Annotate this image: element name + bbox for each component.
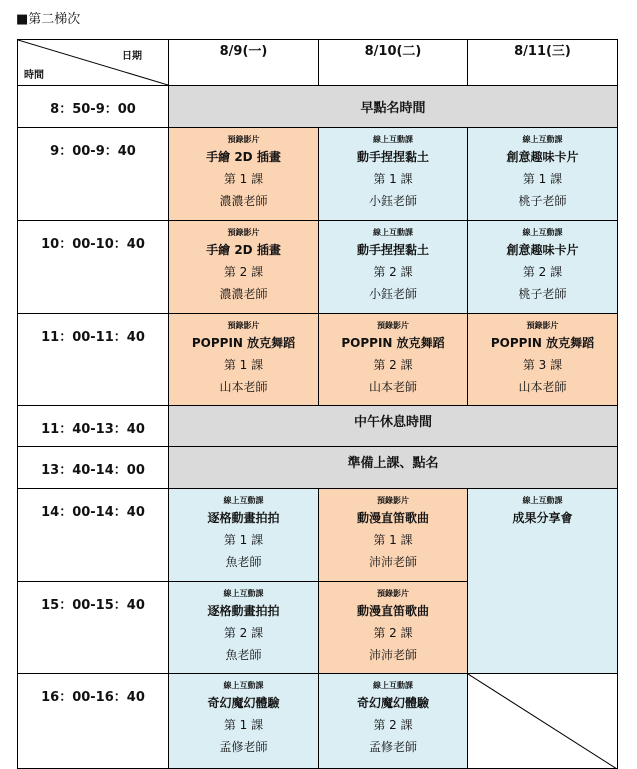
- class-title: 奇幻魔幻體驗: [207, 696, 280, 710]
- schedule-row: [18, 674, 618, 769]
- class-title: 手繪 2D 插畫: [206, 150, 281, 164]
- teacher-name: 小鈺老師: [368, 194, 417, 208]
- lesson-number: 第 1 課: [223, 172, 264, 186]
- lesson-number: 第 1 課: [223, 533, 264, 547]
- schedule-row: [18, 406, 618, 447]
- corner-header-cell: [18, 40, 169, 86]
- schedule-row: [18, 128, 618, 221]
- time-cell: 9：00-9：40: [18, 128, 169, 221]
- class-type-tag: 線上互動課: [522, 135, 563, 144]
- teacher-name: 山本老師: [368, 380, 417, 394]
- class-cell: [169, 128, 319, 221]
- class-title: 手繪 2D 插畫: [206, 243, 281, 257]
- time-label: 時間: [24, 70, 44, 81]
- class-cell: [319, 314, 468, 406]
- class-cell: [319, 221, 468, 314]
- class-cell: [468, 221, 618, 314]
- lesson-number: 第 1 課: [223, 358, 264, 372]
- lesson-number: 第 1 課: [373, 172, 413, 186]
- class-type-tag: 線上互動課: [373, 228, 413, 237]
- class-type-tag: 預錄影片: [377, 321, 409, 330]
- class-type-tag: 預錄影片: [377, 496, 409, 505]
- lesson-number: 第 2 課: [373, 626, 413, 640]
- class-cell: [169, 489, 319, 582]
- class-cell: [319, 489, 468, 582]
- class-type-tag: 線上互動課: [373, 681, 413, 690]
- lesson-number: 第 2 課: [373, 358, 413, 372]
- class-type-tag: 線上互動課: [223, 589, 264, 598]
- time-cell: 15：00-15：40: [18, 582, 169, 674]
- teacher-name: 沛沛老師: [368, 555, 417, 569]
- time-cell: 11：40-13：40: [18, 406, 169, 447]
- teacher-name: 小鈺老師: [368, 287, 417, 301]
- class-title: 成果分享會: [512, 511, 573, 525]
- teacher-name: 山本老師: [518, 380, 567, 394]
- date-label: 日期: [122, 51, 142, 62]
- class-cell: [319, 128, 468, 221]
- class-title: POPPIN 放克舞蹈: [490, 336, 595, 350]
- teacher-name: 魚老師: [225, 648, 262, 662]
- class-title: 奇幻魔幻體驗: [356, 696, 429, 710]
- teacher-name: 桃子老師: [518, 194, 567, 208]
- class-type-tag: 線上互動課: [522, 496, 563, 505]
- page-title: ■第二梯次: [16, 12, 81, 27]
- class-cell: [468, 128, 618, 221]
- time-cell: 10：00-10：40: [18, 221, 169, 314]
- time-cell: 8：50-9：00: [18, 86, 169, 128]
- class-cell: [319, 674, 468, 769]
- lesson-number: 第 1 課: [373, 533, 413, 547]
- class-cell: [169, 674, 319, 769]
- schedule-row: [18, 86, 618, 128]
- schedule-row: [18, 489, 618, 582]
- lesson-number: 第 2 課: [223, 626, 264, 640]
- teacher-name: 濃濃老師: [219, 194, 268, 208]
- break-band: 中午休息時間: [169, 406, 618, 447]
- class-cell: [169, 221, 319, 314]
- class-type-tag: 預錄影片: [377, 589, 409, 598]
- class-title: 動漫直笛歌曲: [356, 511, 429, 525]
- class-cell: [169, 582, 319, 674]
- teacher-name: 孟修老師: [368, 740, 417, 754]
- empty-cell-diagonal: [468, 674, 617, 769]
- teacher-name: 山本老師: [219, 380, 268, 394]
- class-type-tag: 線上互動課: [522, 228, 563, 237]
- lesson-number: 第 1 課: [522, 172, 563, 186]
- class-title: 創意趣味卡片: [506, 243, 579, 257]
- time-cell: 16：00-16：40: [18, 674, 169, 769]
- class-title: 動手捏捏黏土: [356, 243, 429, 257]
- class-type-tag: 線上互動課: [373, 135, 413, 144]
- break-band: 早點名時間: [169, 86, 618, 128]
- schedule-row: [18, 314, 618, 406]
- lesson-number: 第 1 課: [223, 718, 264, 732]
- class-cell: [468, 489, 618, 674]
- day-header: 8/9(一): [169, 40, 319, 86]
- class-type-tag: 預錄影片: [227, 228, 260, 237]
- header-row: [18, 40, 618, 86]
- class-title: 逐格動畫拍拍: [207, 511, 280, 525]
- class-cell: [319, 582, 468, 674]
- lesson-number: 第 2 課: [373, 718, 413, 732]
- class-title: POPPIN 放克舞蹈: [341, 336, 445, 350]
- class-type-tag: 線上互動課: [223, 496, 264, 505]
- lesson-number: 第 3 課: [522, 358, 563, 372]
- schedule-row: [18, 221, 618, 314]
- teacher-name: 魚老師: [225, 555, 262, 569]
- class-type-tag: 預錄影片: [526, 321, 559, 330]
- class-cell: [468, 314, 618, 406]
- teacher-name: 沛沛老師: [368, 648, 417, 662]
- teacher-name: 桃子老師: [518, 287, 567, 301]
- class-title: 動漫直笛歌曲: [356, 604, 429, 618]
- lesson-number: 第 2 課: [223, 265, 264, 279]
- schedule-row: [18, 447, 618, 489]
- day-header: 8/11(三): [468, 40, 618, 86]
- teacher-name: 濃濃老師: [219, 287, 268, 301]
- time-cell: 13：40-14：00: [18, 447, 169, 489]
- time-cell: 14：00-14：40: [18, 489, 169, 582]
- class-cell: [169, 314, 319, 406]
- schedule-table: [17, 39, 618, 769]
- class-title: 創意趣味卡片: [506, 150, 579, 164]
- time-cell: 11：00-11：40: [18, 314, 169, 406]
- day-header: 8/10(二): [319, 40, 468, 86]
- class-title: 動手捏捏黏土: [356, 150, 429, 164]
- break-band: 準備上課、點名: [169, 447, 618, 489]
- class-title: POPPIN 放克舞蹈: [191, 336, 296, 350]
- empty-cell: [468, 674, 618, 769]
- lesson-number: 第 2 課: [373, 265, 413, 279]
- class-type-tag: 預錄影片: [227, 321, 260, 330]
- teacher-name: 孟修老師: [219, 740, 268, 754]
- class-title: 逐格動畫拍拍: [207, 604, 280, 618]
- class-type-tag: 線上互動課: [223, 681, 264, 690]
- lesson-number: 第 2 課: [522, 265, 563, 279]
- class-type-tag: 預錄影片: [227, 135, 260, 144]
